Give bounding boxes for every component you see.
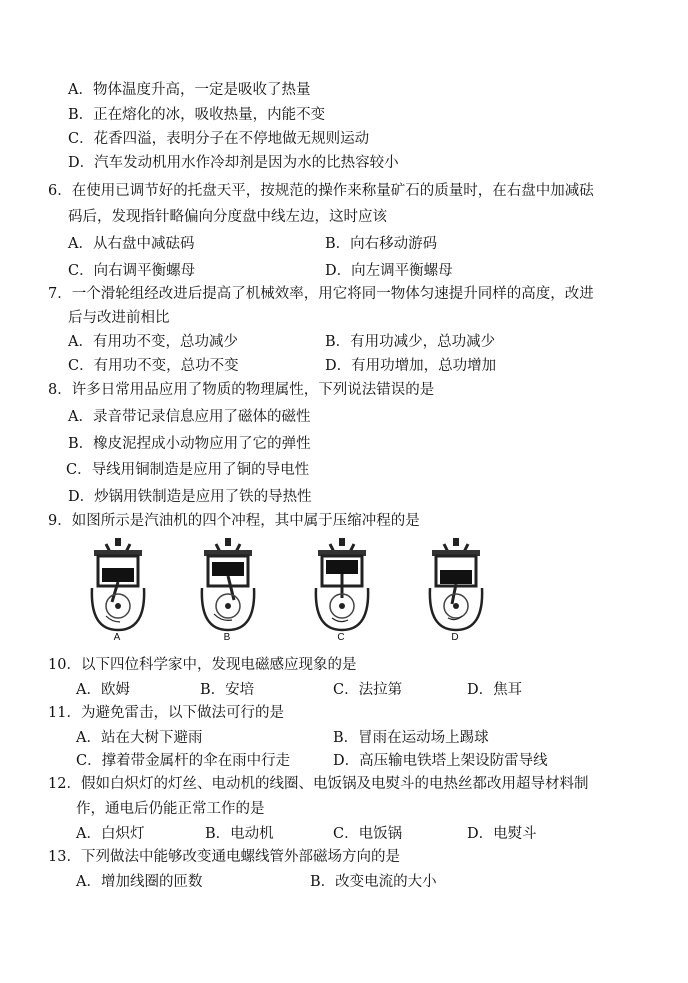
option-a: A．欧姆 [76,682,130,698]
option-b: B．电动机 [205,826,274,842]
option-line: D．汽车发动机用水作冷却剂是因为水的比热容较小 [68,155,399,171]
option-a: A．有用功不变，总功减少 [68,334,238,350]
question-stem: 码后，发现指针略偏向分度盘中线左边，这时应该 [68,209,387,225]
question-stem: 9．如图所示是汽油机的四个冲程，其中属于压缩冲程的是 [48,513,420,529]
option-a: A．站在大树下避雨 [76,730,203,746]
option-b: B．橡皮泥捏成小动物应用了它的弹性 [68,436,311,452]
figure-label-a: A [113,632,121,643]
engine-diagram-d [426,538,496,646]
engine-diagram-a [88,538,158,646]
option-b: B．安培 [200,682,255,698]
question-stem: 8．许多日常用品应用了物质的物理属性，下列说法错误的是 [48,382,435,398]
option-b: B．冒雨在运动场上踢球 [333,730,489,746]
question-stem: 7．一个滑轮组经改进后提高了机械效率，用它将同一物体匀速提升同样的高度，改进 [48,286,594,302]
option-d: D．有用功增加，总功增加 [325,358,497,374]
option-c: C．撑着带金属杆的伞在雨中行走 [76,753,291,769]
option-d: D．高压输电铁塔上架设防雷导线 [333,753,548,769]
question-stem: 作，通电后仍能正常工作的是 [76,801,265,817]
option-c: C．法拉第 [333,682,403,698]
option-a: A．白炽灯 [76,826,145,842]
option-line: B．正在熔化的冰，吸收热量，内能不变 [68,107,326,123]
question-stem: 6．在使用已调节好的托盘天平，按规范的操作来称量矿石的质量时，在右盘中加减砝 [48,183,594,199]
figure-label-d: D [451,632,459,643]
option-line: C．花香四溢，表明分子在不停地做无规则运动 [68,131,370,147]
option-a: A．增加线圈的匝数 [76,874,203,890]
engine-diagram-b [198,538,268,646]
question-stem: 13．下列做法中能够改变通电螺线管外部磁场方向的是 [48,849,400,865]
option-c: C．有用功不变，总功不变 [68,358,239,374]
option-c: C．导线用铜制造是应用了铜的导电性 [66,462,310,478]
engine-strokes-figure [88,538,488,646]
option-d: D．电熨斗 [467,826,537,842]
option-d: D．向左调平衡螺母 [325,263,453,279]
option-c: C．电饭锅 [333,826,403,842]
option-line: A．物体温度升高，一定是吸收了热量 [68,82,311,98]
option-d: D．炒锅用铁制造是应用了铁的导热性 [68,489,312,505]
option-b: B．向右移动游码 [325,236,438,252]
engine-diagram-c [312,538,382,646]
option-d: D．焦耳 [467,682,523,698]
option-a: A．录音带记录信息应用了磁体的磁性 [68,409,311,425]
figure-label-c: C [337,632,345,643]
question-stem: 12．假如白炽灯的灯丝、电动机的线圈、电饭锅及电熨斗的电热丝都改用超导材料制 [48,776,589,792]
question-stem: 后与改进前相比 [68,310,170,326]
option-c: C．向右调平衡螺母 [68,263,196,279]
question-stem: 10．以下四位科学家中，发现电磁感应现象的是 [48,657,357,673]
option-b: B．改变电流的大小 [310,874,437,890]
figure-label-b: B [223,632,231,643]
option-a: A．从右盘中减砝码 [68,236,195,252]
option-b: B．有用功减少，总功减少 [325,334,496,350]
question-stem: 11．为避免雷击，以下做法可行的是 [48,705,284,721]
